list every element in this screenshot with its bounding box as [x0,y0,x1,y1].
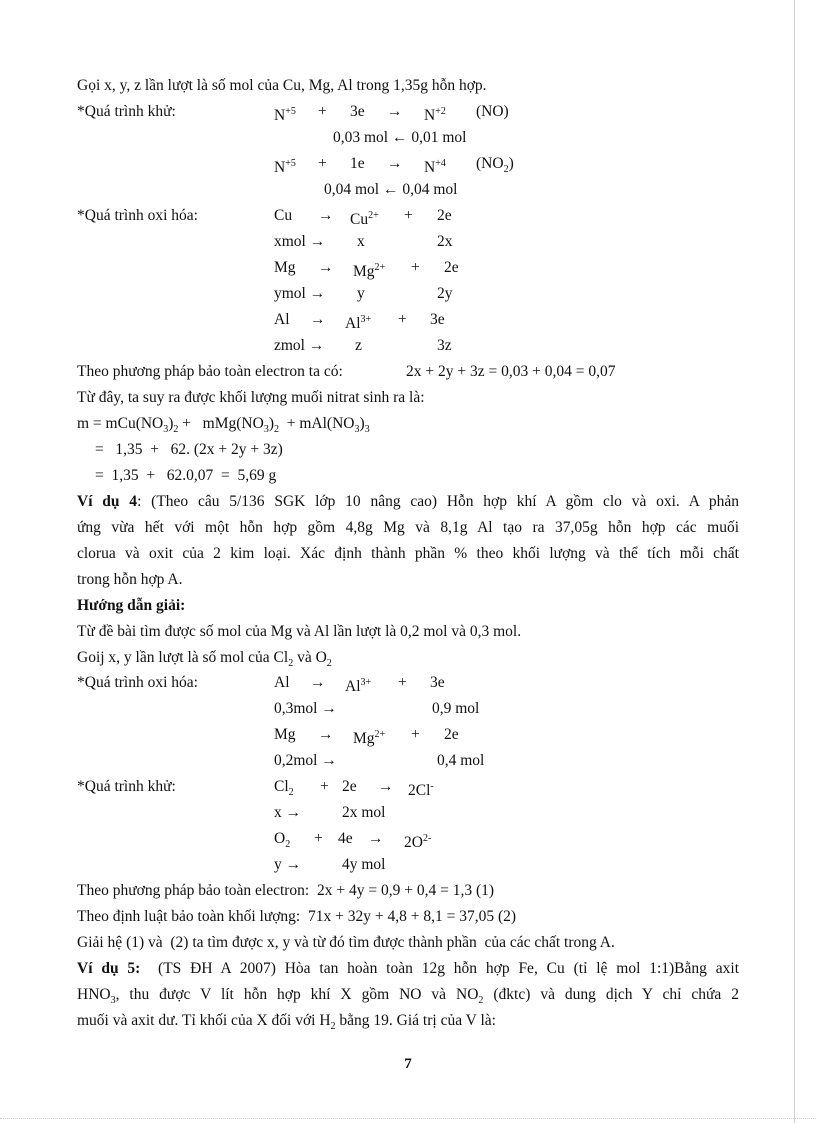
arrow: → [318,726,334,743]
ion: $Mg^{2+}$ [353,262,386,280]
plus-sign: + [320,778,329,795]
equation-2: Theo định luật bảo toàn khối lượng: 71x + 32y + 4,8 + 8,1 = 37,05 (2) [77,908,517,925]
arrow: → [368,830,384,847]
reactant: Al [274,674,290,691]
mole-line: 0,03 mol ← 0,01 mol [333,129,467,146]
arrow: → [310,311,326,328]
mole-a: x → [274,804,302,821]
mole-b: 4y mol [342,856,386,873]
mole-a: 0,2mol → [274,752,337,769]
example-5-line2: $HNO_3$, thu được V lít hỗn hợp khí X gồm NO và $NO_2$ (đktc) và dung dịch Y chỉ chứa 2 [77,986,739,1006]
reactant: $O_2$ [274,830,291,850]
mole-a: y → [274,856,302,873]
text-line: Từ đây, ta suy ra được khối lượng muối nitrat sinh ra là: [77,389,425,406]
oxidation-label: *Quá trình oxi hóa: [77,207,198,224]
mole-c: 3z [437,337,452,354]
example-5-line1: Ví dụ 5: (TS ĐH A 2007) Hòa tan hoàn toàn 12g hỗn hợp Fe, Cu (tỉ lệ mol 1:1)Bằng axit [77,960,739,977]
electrons: 2e [444,726,459,743]
plus-sign: + [411,259,420,276]
mole-b: 0,4 mol [437,752,485,769]
arrow: → [387,155,403,172]
conservation-equation: 2x + 2y + 3z = 0,03 + 0,04 = 0,07 [406,363,616,380]
mass-formula-line3: = 1,35 + 62.0,07 = 5,69 g [95,467,277,484]
example-4-line1: Ví dụ 4: (Theo câu 5/136 SGK lớp 10 nâng cao) Hỗn hợp khí A gồm clo và oxi. A phản [77,493,739,510]
gas: (NO) [476,103,509,120]
conservation-line: Theo phương pháp bảo toàn electron ta có: [77,363,343,380]
mole-a: zmol → [274,337,325,354]
mole-a: ymol → [274,285,326,302]
plus-sign: + [398,674,407,691]
plus-sign: + [398,311,407,328]
electrons: 2e [437,207,452,224]
gas: $(NO_2)$ [476,155,514,175]
footer-line [0,1118,816,1119]
solve-line: Giải hệ (1) và (2) ta tìm được x, y và từ đó tìm được thành phần của các chất trong A. [77,934,615,951]
example-4-line3: clorua và oxit của 2 kim loại. Xác định thành phần % theo khối lượng và thể tích mỗi chất [77,545,739,562]
mole-b: 0,9 mol [432,700,480,717]
arrow: → [378,778,394,795]
ion: $Cu^{2+}$ [350,210,379,228]
mole-c: 2y [437,285,453,302]
mole-c: 2x [437,233,453,250]
plus-sign: + [318,155,327,172]
product: $N^{+4}$ [424,158,446,176]
reactant: $N^{+5}$ [274,106,296,124]
reactant: $N^{+5}$ [274,158,296,176]
product: $2O^{2-}$ [404,833,432,851]
electrons: 3e [350,103,365,120]
arrow: → [310,674,326,691]
ion: $Al^{3+}$ [345,314,372,332]
arrow: → [318,207,334,224]
intro-line: Gọi x, y, z lần lượt là số mol của Cu, Mg, Al trong 1,35g hỗn hợp. [77,77,487,94]
electrons: 1e [350,155,365,172]
mole-a: 0,3mol → [274,700,337,717]
example-5-line3: muối và axit dư. Tỉ khối của X đối với $H_2$ bằng 19. Giá trị của V là: [77,1012,496,1032]
reactant: Mg [274,259,296,276]
page-number: 7 [404,1056,412,1072]
product: 2Cl- [408,781,434,799]
example-4-line2: ứng vừa hết với một hỗn hợp gồm 4,8g Mg và 8,1g Al tạo ra 37,05g hỗn hợp các muối [77,519,739,536]
mole-b: 2x mol [342,804,386,821]
mass-formula: $m = mCu(NO_3)_2 + mMg(NO_3)_2 + mAl(NO_3)_3$ [77,415,370,435]
plus-sign: + [318,103,327,120]
example-4-line4: trong hỗn hợp A. [77,571,183,588]
reactant: Mg [274,726,296,743]
plus-sign: + [404,207,413,224]
electrons: 3e [430,311,445,328]
plus-sign: + [314,830,323,847]
mole-line: 0,04 mol ← 0,04 mol [324,181,458,198]
electrons: 2e [444,259,459,276]
product: $N^{+2}$ [424,106,446,124]
reduction-label: *Quá trình khử: [77,103,176,120]
margin-line [794,0,795,1123]
mole-a: xmol → [274,233,326,250]
reactant: $Cl_2$ [274,778,294,798]
reduction-label: *Quá trình khử: [77,778,176,795]
reactant: Cu [274,207,293,224]
mole-b: z [355,337,362,354]
solution-heading: Hướng dẫn giải: [77,597,186,614]
plus-sign: + [411,726,420,743]
ion: $Al^{3+}$ [345,677,372,695]
equation-1: Theo phương pháp bảo toàn electron: 2x + 4y = 0,9 + 0,4 = 1,3 (1) [77,882,495,899]
ion: $Mg^{2+}$ [353,729,386,747]
reactant: Al [274,311,290,328]
electrons: 2e [342,778,357,795]
electrons: 4e [338,830,353,847]
oxidation-label: *Quá trình oxi hóa: [77,674,198,691]
mass-formula-line2: = 1,35 + 62. (2x + 2y + 3z) [95,441,283,458]
electrons: 3e [430,674,445,691]
mole-b: y [357,285,365,302]
solution-line1: Từ đề bài tìm được số mol của Mg và Al lần lượt là 0,2 mol và 0,3 mol. [77,623,522,640]
arrow: → [318,259,334,276]
solution-line2: Goij x, y lần lượt là số mol của $Cl_2$ và $O_2$ [77,649,332,669]
arrow: → [387,103,403,120]
mole-b: x [357,233,365,250]
